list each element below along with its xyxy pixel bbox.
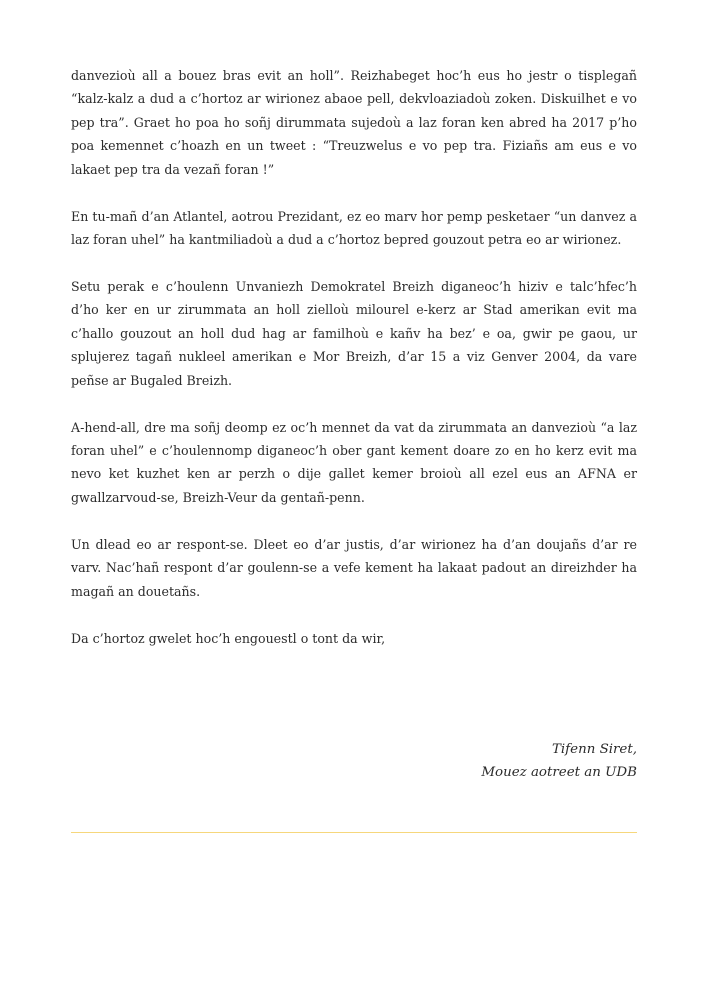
letter-body: [71, 64, 637, 674]
paragraph-fishermen: En tu-mañ d’an Atlantel, aotrou Prezidant, ez eo marv hor pemp pesketaer “un danvez a laz foran uhel” ha kantmiliadoù a dud a c’hortoz bepred gouzout petra eo ar wirionez.: [71, 208, 637, 248]
paragraph-nato-countries: A-hend-all, dre ma soñj deomp ez oc’h mennet da vat da zirummata an danvezioù “a laz foran uhel” e c’houlennomp diganeoc’h ober gant kement doare zo en ho kerz evit ma nevo ket kuzhet ken ar perzh o dije gallet kemer broioù all ezel eus an AFNA er gwallzarvoud-se, Breizh-Veur da gentañ-penn.: [71, 419, 637, 505]
signature-role: Mouez aotreet an UDB: [481, 765, 637, 781]
footer-divider: [71, 832, 637, 833]
paragraph-closing: Da c’hortoz gwelet hoc’h engouestl o tont da wir,: [71, 630, 386, 646]
paragraph-request-archives: Setu perak e c’houlenn Unvaniezh Demokratel Breizh diganeoc’h hiziv e talc’hfec’h d’ho ker en ur zirummata an holl zielloù milourel e-kerz ar Stad amerikan evit ma c’hallo gouzout an holl dud hag ar familhoù e kañv ha bez’ e oa, gwir pe gaou, ur splujerez tagañ nukleel amerikan e Mor Breizh, d’ar 15 a viz Genver 2004, da vare peñse ar Bugaled Breizh.: [71, 279, 637, 388]
signature-block: [481, 738, 637, 785]
paragraph-duty-to-answer: Un dlead eo ar respont-se. Dleet eo d’ar justis, d’ar wirionez ha d’an doujañs d’ar re varv. Nac’hañ respont d’ar goulenn-se a vefe kement ha lakaat padout an direizhder ha magañ an douetañs.: [71, 536, 637, 599]
paragraph-disclosure-promise: danvezioù all a bouez bras evit an holl”. Reizhabeget hoc’h eus ho jestr o tisplegañ “kalz-kalz a dud a c’hortoz ar wirionez abaoe pell, dekvloaziadoù zoken. Diskuilhet e vo pep tra”. Graet ho poa ho soñj dirummata sujedoù a laz foran ken abred ha 2017 p’ho poa kemennet c’hoazh en un tweet : “Treuzwelus e vo pep tra. Fiziañs am eus e vo lakaet pep tra da vezañ foran !”: [71, 68, 637, 177]
signature-name: Tifenn Siret,: [551, 742, 637, 757]
